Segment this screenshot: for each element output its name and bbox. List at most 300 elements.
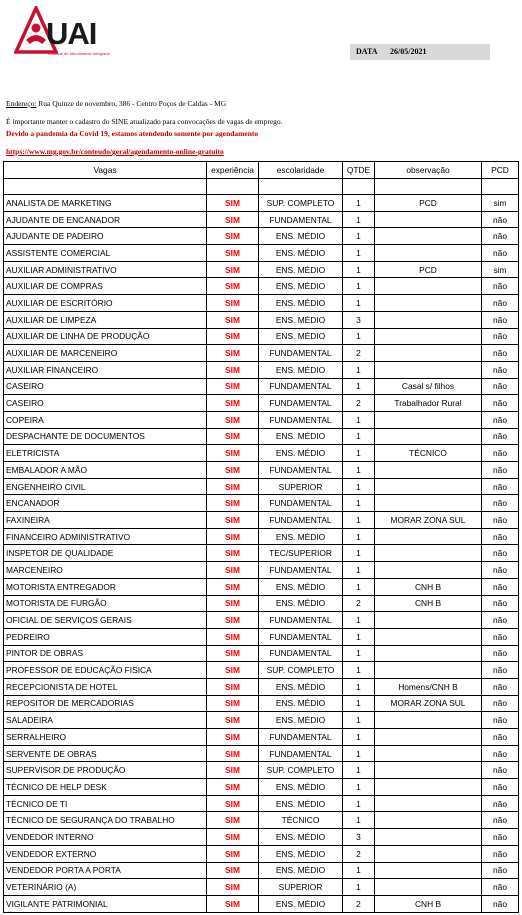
cell-vaga: COPEIRA [4, 411, 207, 428]
cell-observacao [375, 228, 482, 245]
cell-pcd: não [482, 445, 519, 462]
cell-experiencia: SIM [207, 278, 259, 295]
cell-experiencia: SIM [207, 562, 259, 579]
table-row [4, 195, 519, 212]
cell-vaga: INSPETOR DE QUALIDADE [4, 545, 207, 562]
table-row [4, 411, 519, 428]
cell-pcd: sim [482, 261, 519, 278]
cell-experiencia: SIM [207, 445, 259, 462]
cell-experiencia: SIM [207, 311, 259, 328]
table-row [4, 361, 519, 378]
cell-vaga: ELETRICISTA [4, 445, 207, 462]
cell-observacao [375, 829, 482, 846]
cell-experiencia: SIM [207, 211, 259, 228]
table-row [4, 311, 519, 328]
table-row [4, 345, 519, 362]
cell-qtde: 1 [343, 278, 375, 295]
cell-experiencia: SIM [207, 245, 259, 262]
cell-qtde: 1 [343, 228, 375, 245]
cell-vaga: SALADEIRA [4, 712, 207, 729]
header-escolaridade: escolaridade [259, 162, 343, 179]
cell-qtde: 1 [343, 812, 375, 829]
cell-escolaridade: ENS. MÉDIO [259, 795, 343, 812]
date-value: 26/05/2021 [390, 47, 427, 56]
cell-escolaridade: ENS. MÉDIO [259, 428, 343, 445]
vacancies-table [3, 161, 519, 913]
cell-observacao [375, 779, 482, 796]
cell-qtde: 1 [343, 562, 375, 579]
cell-observacao: MORAR ZONA SUL [375, 695, 482, 712]
cell-pcd: não [482, 695, 519, 712]
cell-qtde: 1 [343, 578, 375, 595]
cell-pcd: não [482, 662, 519, 679]
cell-escolaridade: FUNDAMENTAL [259, 395, 343, 412]
cell-experiencia: SIM [207, 678, 259, 695]
cell-vaga: PEDREIRO [4, 628, 207, 645]
cell-escolaridade: ENS. MÉDIO [259, 261, 343, 278]
table-row [4, 645, 519, 662]
cell-vaga: VENDEDOR PORTA A PORTA [4, 862, 207, 879]
cell-observacao: CNH B [375, 595, 482, 612]
table-row [4, 779, 519, 796]
cell-escolaridade: ENS. MÉDIO [259, 862, 343, 879]
header-vagas: Vagas [4, 162, 207, 179]
cell-observacao [375, 628, 482, 645]
cell-pcd: não [482, 528, 519, 545]
cell-vaga: AUXILIAR ADMINISTRATIVO [4, 261, 207, 278]
cell-observacao: MORAR ZONA SUL [375, 512, 482, 529]
cell-experiencia: SIM [207, 895, 259, 912]
cell-escolaridade: TEC/SUPERIOR [259, 545, 343, 562]
cell-escolaridade: ENS. MÉDIO [259, 528, 343, 545]
table-row [4, 745, 519, 762]
cell-observacao: Casal s/ filhos [375, 378, 482, 395]
table-header-row [4, 162, 519, 179]
blank-cell [4, 179, 207, 195]
table-row [4, 812, 519, 829]
cell-observacao [375, 729, 482, 746]
cell-vaga: ENCANADOR [4, 495, 207, 512]
table-row [4, 595, 519, 612]
cell-observacao: CNH B [375, 895, 482, 912]
cell-vaga: TÉCNICO DE TI [4, 795, 207, 812]
cell-qtde: 1 [343, 779, 375, 796]
logo-wordmark: UAI [46, 16, 97, 51]
logo-subtitle: Unidade de Atendimento Integrado [48, 51, 110, 56]
cell-pcd: não [482, 545, 519, 562]
cell-observacao: CNH B [375, 578, 482, 595]
cell-vaga: SUPERVISOR DE PRODUÇÃO [4, 762, 207, 779]
cell-vaga: VENDEDOR INTERNO [4, 829, 207, 846]
cell-observacao: Trabalhador Rural [375, 395, 482, 412]
sine-note: É importante manter o cadastro do SINE atualizado para convocações de vagas de emprego. [6, 117, 283, 126]
cell-pcd: não [482, 495, 519, 512]
table-row [4, 328, 519, 345]
cell-qtde: 1 [343, 645, 375, 662]
date-box [350, 44, 490, 60]
cell-qtde: 1 [343, 328, 375, 345]
table-row [4, 612, 519, 629]
cell-experiencia: SIM [207, 512, 259, 529]
cell-vaga: AUXILIAR DE LINHA DE PRODUÇÃO [4, 328, 207, 345]
cell-experiencia: SIM [207, 812, 259, 829]
cell-pcd: não [482, 562, 519, 579]
cell-qtde: 1 [343, 261, 375, 278]
cell-vaga: AJUDANTE DE ENCANADOR [4, 211, 207, 228]
cell-pcd: não [482, 595, 519, 612]
table-row [4, 729, 519, 746]
table-row [4, 578, 519, 595]
cell-qtde: 1 [343, 678, 375, 695]
cell-vaga: VETERINÁRIO (A) [4, 879, 207, 896]
cell-vaga: OFICIAL DE SERVIÇOS GERAIS [4, 612, 207, 629]
cell-escolaridade: ENS. MÉDIO [259, 845, 343, 862]
cell-escolaridade: SUP. COMPLETO [259, 195, 343, 212]
cell-escolaridade: FUNDAMENTAL [259, 462, 343, 479]
cell-observacao [375, 879, 482, 896]
cell-vaga: ASSISTENTE COMERCIAL [4, 245, 207, 262]
cell-observacao [375, 562, 482, 579]
cell-experiencia: SIM [207, 729, 259, 746]
cell-observacao [375, 745, 482, 762]
cell-escolaridade: FUNDAMENTAL [259, 211, 343, 228]
cell-pcd: não [482, 345, 519, 362]
cell-escolaridade: FUNDAMENTAL [259, 612, 343, 629]
table-row [4, 562, 519, 579]
cell-qtde: 1 [343, 378, 375, 395]
cell-observacao [375, 845, 482, 862]
table-row [4, 445, 519, 462]
cell-observacao [375, 245, 482, 262]
cell-observacao: Homens/CNH B [375, 678, 482, 695]
header-qtde: QTDE [343, 162, 375, 179]
cell-pcd: não [482, 712, 519, 729]
cell-escolaridade: ENS. MÉDIO [259, 228, 343, 245]
cell-observacao [375, 411, 482, 428]
cell-vaga: AUXILIAR DE MARCENEIRO [4, 345, 207, 362]
cell-experiencia: SIM [207, 228, 259, 245]
scheduling-link[interactable]: https://www.mg.gov.br/conteudo/geral/agendamento-online-gratuito [6, 147, 224, 156]
cell-observacao [375, 361, 482, 378]
cell-observacao [375, 295, 482, 312]
cell-qtde: 1 [343, 545, 375, 562]
table-row [4, 678, 519, 695]
cell-escolaridade: SUPERIOR [259, 879, 343, 896]
cell-vaga: CASEIRO [4, 378, 207, 395]
cell-vaga: AUXILIAR DE COMPRAS [4, 278, 207, 295]
cell-qtde: 1 [343, 245, 375, 262]
cell-vaga: AJUDANTE DE PADEIRO [4, 228, 207, 245]
cell-vaga: DESPACHANTE DE DOCUMENTOS [4, 428, 207, 445]
cell-pcd: não [482, 462, 519, 479]
cell-experiencia: SIM [207, 261, 259, 278]
cell-vaga: SERRALHEIRO [4, 729, 207, 746]
cell-pcd: sim [482, 195, 519, 212]
cell-pcd: não [482, 795, 519, 812]
table-row [4, 845, 519, 862]
cell-escolaridade: ENS. MÉDIO [259, 295, 343, 312]
table-row [4, 395, 519, 412]
cell-qtde: 1 [343, 879, 375, 896]
cell-vaga: AUXILIAR DE LIMPEZA [4, 311, 207, 328]
cell-vaga: REPOSITOR DE MERCADORIAS [4, 695, 207, 712]
cell-experiencia: SIM [207, 712, 259, 729]
cell-pcd: não [482, 862, 519, 879]
cell-escolaridade: FUNDAMENTAL [259, 512, 343, 529]
cell-pcd: não [482, 361, 519, 378]
cell-observacao [375, 462, 482, 479]
cell-pcd: não [482, 895, 519, 912]
table-row [4, 879, 519, 896]
cell-experiencia: SIM [207, 462, 259, 479]
cell-observacao [375, 762, 482, 779]
cell-qtde: 1 [343, 695, 375, 712]
cell-pcd: não [482, 762, 519, 779]
cell-observacao [375, 528, 482, 545]
cell-vaga: ENGENHEIRO CIVIL [4, 478, 207, 495]
cell-vaga: VIGILANTE PATRIMONIAL [4, 895, 207, 912]
cell-observacao [375, 812, 482, 829]
cell-observacao [375, 712, 482, 729]
cell-observacao [375, 662, 482, 679]
cell-experiencia: SIM [207, 328, 259, 345]
cell-pcd: não [482, 411, 519, 428]
cell-escolaridade: FUNDAMENTAL [259, 345, 343, 362]
cell-observacao [375, 328, 482, 345]
cell-escolaridade: FUNDAMENTAL [259, 645, 343, 662]
cell-pcd: não [482, 512, 519, 529]
cell-qtde: 1 [343, 495, 375, 512]
cell-experiencia: SIM [207, 779, 259, 796]
address-line [6, 99, 226, 108]
cell-observacao [375, 211, 482, 228]
blank-cell [482, 179, 519, 195]
cell-escolaridade: SUPERIOR [259, 478, 343, 495]
blank-cell [375, 179, 482, 195]
blank-cell [343, 179, 375, 195]
cell-escolaridade: ENS. MÉDIO [259, 578, 343, 595]
uai-logo [14, 6, 110, 62]
cell-pcd: não [482, 328, 519, 345]
cell-experiencia: SIM [207, 428, 259, 445]
cell-qtde: 2 [343, 895, 375, 912]
cell-qtde: 1 [343, 478, 375, 495]
cell-qtde: 1 [343, 361, 375, 378]
cell-escolaridade: ENS. MÉDIO [259, 895, 343, 912]
cell-experiencia: SIM [207, 395, 259, 412]
cell-vaga: FINANCEIRO ADMINISTRATIVO [4, 528, 207, 545]
blank-cell [259, 179, 343, 195]
cell-experiencia: SIM [207, 345, 259, 362]
cell-vaga: FAXINEIRA [4, 512, 207, 529]
cell-vaga: ANALISTA DE MARKETING [4, 195, 207, 212]
cell-escolaridade: FUNDAMENTAL [259, 562, 343, 579]
table-row [4, 211, 519, 228]
table-row [4, 295, 519, 312]
blank-cell [207, 179, 259, 195]
cell-experiencia: SIM [207, 879, 259, 896]
cell-qtde: 1 [343, 628, 375, 645]
header-experiencia: experiência [207, 162, 259, 179]
cell-experiencia: SIM [207, 745, 259, 762]
cell-observacao [375, 278, 482, 295]
cell-observacao [375, 495, 482, 512]
cell-observacao [375, 795, 482, 812]
cell-escolaridade: ENS. MÉDIO [259, 278, 343, 295]
cell-escolaridade: TÉCNICO [259, 812, 343, 829]
cell-qtde: 1 [343, 195, 375, 212]
table-row [4, 245, 519, 262]
cell-vaga: PINTOR DE OBRAS [4, 645, 207, 662]
cell-qtde: 1 [343, 428, 375, 445]
table-row [4, 378, 519, 395]
cell-experiencia: SIM [207, 829, 259, 846]
date-label: DATA [356, 47, 378, 56]
cell-experiencia: SIM [207, 862, 259, 879]
cell-pcd: não [482, 779, 519, 796]
cell-vaga: MOTORISTA DE FURGÃO [4, 595, 207, 612]
cell-observacao [375, 545, 482, 562]
table-row [4, 895, 519, 912]
cell-observacao [375, 311, 482, 328]
address-label: Endereço: [6, 99, 37, 108]
table-row [4, 712, 519, 729]
cell-pcd: não [482, 211, 519, 228]
cell-escolaridade: ENS. MÉDIO [259, 712, 343, 729]
cell-escolaridade: FUNDAMENTAL [259, 411, 343, 428]
cell-qtde: 1 [343, 745, 375, 762]
cell-pcd: não [482, 612, 519, 629]
cell-escolaridade: SUP. COMPLETO [259, 762, 343, 779]
cell-vaga: MARCENEIRO [4, 562, 207, 579]
table-row [4, 228, 519, 245]
cell-qtde: 1 [343, 862, 375, 879]
cell-experiencia: SIM [207, 645, 259, 662]
cell-experiencia: SIM [207, 795, 259, 812]
cell-observacao [375, 862, 482, 879]
header-pcd: PCD [482, 162, 519, 179]
cell-escolaridade: ENS. MÉDIO [259, 695, 343, 712]
cell-escolaridade: FUNDAMENTAL [259, 729, 343, 746]
cell-vaga: MOTORISTA ENTREGADOR [4, 578, 207, 595]
table-row [4, 428, 519, 445]
cell-escolaridade: ENS. MÉDIO [259, 678, 343, 695]
cell-experiencia: SIM [207, 495, 259, 512]
cell-experiencia: SIM [207, 195, 259, 212]
cell-escolaridade: FUNDAMENTAL [259, 378, 343, 395]
header-observacao: observação [375, 162, 482, 179]
cell-experiencia: SIM [207, 528, 259, 545]
cell-qtde: 1 [343, 612, 375, 629]
cell-vaga: VENDEDOR EXTERNO [4, 845, 207, 862]
cell-qtde: 1 [343, 295, 375, 312]
cell-observacao [375, 612, 482, 629]
cell-observacao: PCD [375, 195, 482, 212]
cell-escolaridade: ENS. MÉDIO [259, 829, 343, 846]
cell-qtde: 1 [343, 712, 375, 729]
table-row [4, 545, 519, 562]
cell-pcd: não [482, 278, 519, 295]
cell-qtde: 1 [343, 211, 375, 228]
cell-qtde: 1 [343, 795, 375, 812]
cell-qtde: 1 [343, 729, 375, 746]
cell-pcd: não [482, 295, 519, 312]
cell-qtde: 1 [343, 445, 375, 462]
cell-qtde: 1 [343, 411, 375, 428]
cell-escolaridade: FUNDAMENTAL [259, 495, 343, 512]
cell-vaga: TÉCNICO DE SEGURANÇA DO TRABALHO [4, 812, 207, 829]
cell-pcd: não [482, 245, 519, 262]
cell-escolaridade: ENS. MÉDIO [259, 245, 343, 262]
cell-pcd: não [482, 578, 519, 595]
cell-qtde: 2 [343, 845, 375, 862]
table-row [4, 762, 519, 779]
table-row [4, 695, 519, 712]
cell-pcd: não [482, 845, 519, 862]
cell-pcd: não [482, 879, 519, 896]
cell-pcd: não [482, 645, 519, 662]
cell-qtde: 3 [343, 311, 375, 328]
cell-pcd: não [482, 812, 519, 829]
table-row [4, 261, 519, 278]
table-row [4, 495, 519, 512]
cell-experiencia: SIM [207, 695, 259, 712]
cell-escolaridade: ENS. MÉDIO [259, 361, 343, 378]
cell-experiencia: SIM [207, 411, 259, 428]
cell-experiencia: SIM [207, 612, 259, 629]
cell-observacao: TÉCNICO [375, 445, 482, 462]
cell-experiencia: SIM [207, 595, 259, 612]
cell-pcd: não [482, 678, 519, 695]
cell-vaga: PROFESSOR DE EDUCAÇÃO FISICA [4, 662, 207, 679]
cell-experiencia: SIM [207, 845, 259, 862]
cell-escolaridade: ENS. MÉDIO [259, 445, 343, 462]
cell-experiencia: SIM [207, 545, 259, 562]
table-row [4, 528, 519, 545]
cell-qtde: 1 [343, 528, 375, 545]
cell-vaga: EMBALADOR A MÃO [4, 462, 207, 479]
cell-escolaridade: ENS. MÉDIO [259, 328, 343, 345]
cell-escolaridade: FUNDAMENTAL [259, 745, 343, 762]
cell-escolaridade: SUP. COMPLETO [259, 662, 343, 679]
cell-qtde: 1 [343, 662, 375, 679]
cell-pcd: não [482, 228, 519, 245]
cell-pcd: não [482, 378, 519, 395]
cell-experiencia: SIM [207, 578, 259, 595]
cell-vaga: SERVENTE DE OBRAS [4, 745, 207, 762]
address-text: Rua Quinze de novembro, 386 - Centro Poços de Caldas - MG [36, 99, 227, 108]
cell-qtde: 2 [343, 595, 375, 612]
table-row [4, 512, 519, 529]
cell-pcd: não [482, 395, 519, 412]
table-row [4, 662, 519, 679]
cell-experiencia: SIM [207, 295, 259, 312]
cell-vaga: RECEPCIONISTA DE HOTEL [4, 678, 207, 695]
cell-pcd: não [482, 478, 519, 495]
cell-pcd: não [482, 729, 519, 746]
cell-qtde: 1 [343, 512, 375, 529]
table-row [4, 628, 519, 645]
cell-observacao [375, 645, 482, 662]
cell-vaga: CASEIRO [4, 395, 207, 412]
cell-pcd: não [482, 428, 519, 445]
blank-row [4, 179, 519, 195]
cell-qtde: 1 [343, 462, 375, 479]
cell-experiencia: SIM [207, 662, 259, 679]
table-row [4, 829, 519, 846]
cell-pcd: não [482, 829, 519, 846]
cell-escolaridade: ENS. MÉDIO [259, 779, 343, 796]
